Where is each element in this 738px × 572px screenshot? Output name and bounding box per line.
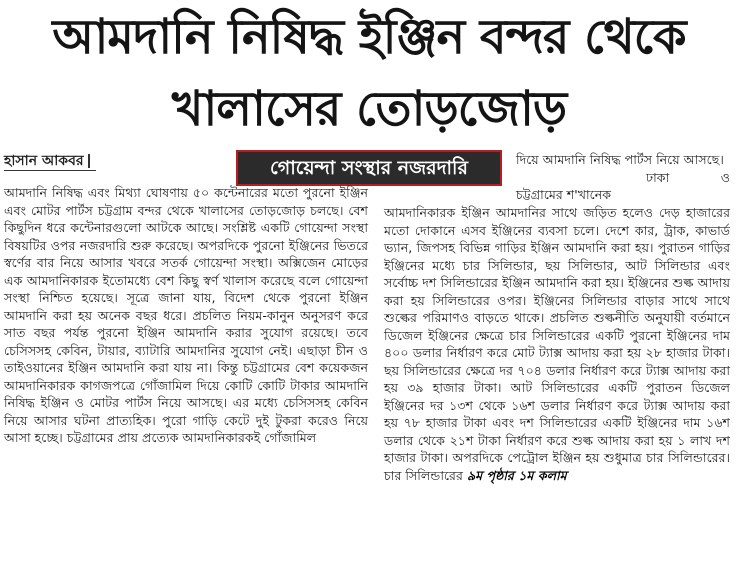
article-column-left — [4, 184, 368, 447]
headline-line-1: আমদানি নিষিদ্ধ ইঞ্জিন বন্দর থেকে — [52, 9, 686, 65]
subheading-banner: গোয়েন্দা সংস্থার নজরদারি — [236, 150, 502, 186]
right-column-lead: ঢাকা ও চট্টগ্রামের শ'খানেক — [516, 169, 730, 202]
right-top-text: দিয়ে আমদানি নিষিদ্ধ পার্টস নিয়ে আসছে। — [516, 152, 724, 167]
right-column-body: আমদানিকারক ইঞ্জিন আমদানির সাথে জড়িত হলেও দেড় হাজারের মতো দোকানে এসব ইঞ্জিনের ব্যবসা চলে। দেশে কার, ট্রাক, কাভার্ড ভ্যান, জিপসহ বিভিন্ন গাড়ির ইঞ্জিন আমদানি করা হয়। পুরাতন গাড়ির ইঞ্জিনের মধ্যে চার সিলিন্ডার, ছয় সিলিন্ডার, আট সিলিন্ডার এবং সর্বোচ্চ দশ সিলিন্ডারের ইঞ্জিন আমদানি করা হয়। ইঞ্জিনের শুল্ক আদায় করা হয় সিলিন্ডারের ওপর। ইঞ্জিনের সিলিন্ডার বাড়ার সাথে সাথে শুল্কের পরিমাণও বাড়তে থাকে। প্রচলিত শুল্কনীতি অনুযায়ী বর্তমানে ডিজেল ইঞ্জিনের ক্ষেত্রে চার সিলিন্ডারের একটি পুরনো ইঞ্জিনের দাম ৪০০ ডলার নির্ধারণ করে মোট ট্যাক্স আদায় করা হয় ২৮ হাজার টাকা। ছয় সিলিন্ডারের ক্ষেত্রে দর ৭০৪ ডলার নির্ধারণ করে ট্যাক্স আদায় করা হয় ৩৯ হাজার টাকা। আট সিলিন্ডারের একটি পুরাতন ডিজেল ইঞ্জিনের দর ১৩শ থেকে ১৬শ ডলার নির্ধারণ করে ট্যাক্স আদায় করা হয় ৭৮ হাজার টাকা এবং দশ সিলিন্ডারের একটি ইঞ্জিনের দাম ১৬শ ডলার থেকে ২১শ টাকা নির্ধারণ করে শুল্ক আদায় করা হয় ১ লাখ দশ হাজার টাকা। অপরদিকে পেট্রোল ইঞ্জিন হয় শুধুমাত্র চার সিলিন্ডারের। চার সিলিন্ডারের — [384, 205, 730, 483]
byline — [4, 152, 96, 171]
left-column-text: আমদানি নিষিদ্ধ এবং মিথ্যা ঘোষণায় ৫০ কন্টেনারের মতো পুরনো ইঞ্জিন এবং মোটর পার্টস চট্টগ্রাম বন্দর থেকে খালাসের তোড়জোড় চলছে। বেশ কিছুদিন ধরে কন্টেনারগুলো আটকে আছে। সংশ্লিষ্ট একটি গোয়েন্দা সংস্থা বিষয়টির ওপর নজরদারি শুরু করেছে। অপরদিকে পুরনো ইঞ্জিনের ভিতরে স্বর্ণের বার নিয়ে আসার খবরে সতর্ক গোয়েন্দা সংস্থা। অক্সিজেন মোড়ের এক আমদানিকারক ইতোমধ্যে বেশ কিছু স্বর্ণ খালাস করেছে বলে গোয়েন্দা সংস্থা নিশ্চিত হয়েছে। সূত্রে জানা যায়, বিদেশ থেকে পুরনো ইঞ্জিন আমদানি করা হয় অনেক বছর ধরে। প্রচলিত নিয়ম-কানুন অনুসরণ করে সাত বছর পর্যন্ত পুরনো ইঞ্জিন আমদানি করার সুযোগ রয়েছে। তবে চেসিসসহ কেবিন, টায়ার, ব্যাটারি আমদানির সুযোগ নেই। এছাড়া চীন ও তাইওয়ানের ইঞ্জিন আমদানি করা যায় না। কিন্তু চট্টগ্রামের বেশ কয়েকজন আমদানিকারক কাগজপত্রে গোঁজামিল দিয়ে কোটি কোটি টাকার আমদানি নিষিদ্ধ ইঞ্জিন ও মোটর পার্টস নিয়ে আসছে। এর মধ্যে চেসিসসহ কেবিন নিয়ে আসার ঘটনা প্রাত্যহিক। পুরো গাড়ি কেটে দুই টুকরা করেও নিয়ে আসা হচ্ছে। চট্টগ্রামের প্রায় প্রত্যেক আমদানিকারকই গোঁজামিল — [4, 185, 368, 445]
article-column-right — [384, 204, 730, 484]
right-column-text — [384, 204, 730, 484]
article-column-right-top — [516, 151, 730, 204]
byline-marker — [88, 154, 90, 168]
continued-on-note[interactable]: ৯ম পৃষ্ঠার ১ম কলাম — [466, 467, 567, 483]
headline-line-2: খালাসের তোড়জোড় — [171, 81, 567, 137]
byline-author: হাসান আকবর — [4, 153, 84, 169]
